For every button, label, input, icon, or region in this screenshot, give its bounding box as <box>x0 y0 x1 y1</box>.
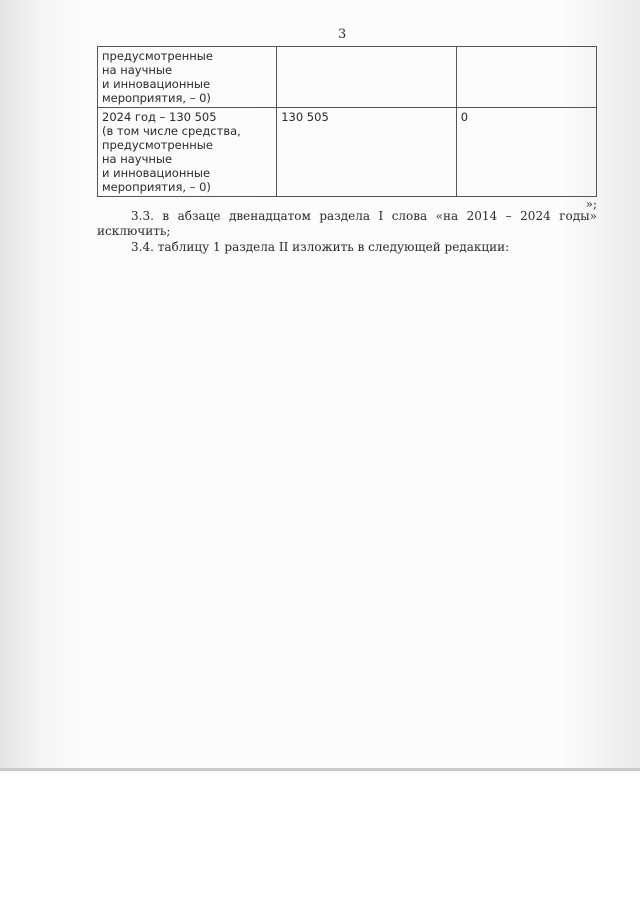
page-number: 3 <box>338 27 347 42</box>
paragraph-3-4: 3.4. таблицу 1 раздела II изложить в следующей редакции: <box>131 240 510 254</box>
table-cell-description <box>98 47 277 108</box>
table-cell-description <box>98 108 277 197</box>
cell-text-line: (в том числе средства, <box>102 124 241 138</box>
table-cell-other: 0 <box>456 108 596 197</box>
cell-text-line: на научные <box>102 63 173 77</box>
cell-text-line: мероприятия, – 0) <box>102 180 211 194</box>
cell-text-line: и инновационные <box>102 77 211 91</box>
funding-table <box>97 46 597 197</box>
cell-text-line: на научные <box>102 152 173 166</box>
table-row <box>98 47 597 108</box>
cell-text-line: предусмотренные <box>102 49 213 63</box>
paragraph-3-3: 3.3. в абзаце двенадцатом раздела I слова «на 2014 – 2024 годы» исключить; <box>97 209 597 238</box>
cell-text-line: мероприятия, – 0) <box>102 91 211 105</box>
table-cell-amount <box>277 47 457 108</box>
table-row <box>98 108 597 197</box>
cell-text-line: предусмотренные <box>102 138 213 152</box>
closing-quote-mark: »; <box>585 197 597 211</box>
table-cell-other <box>456 47 596 108</box>
cell-text-line: и инновационные <box>102 166 211 180</box>
blank-margin <box>0 771 640 905</box>
table-cell-amount: 130 505 <box>277 108 457 197</box>
cell-text-line: 2024 год – 130 505 <box>102 110 217 124</box>
